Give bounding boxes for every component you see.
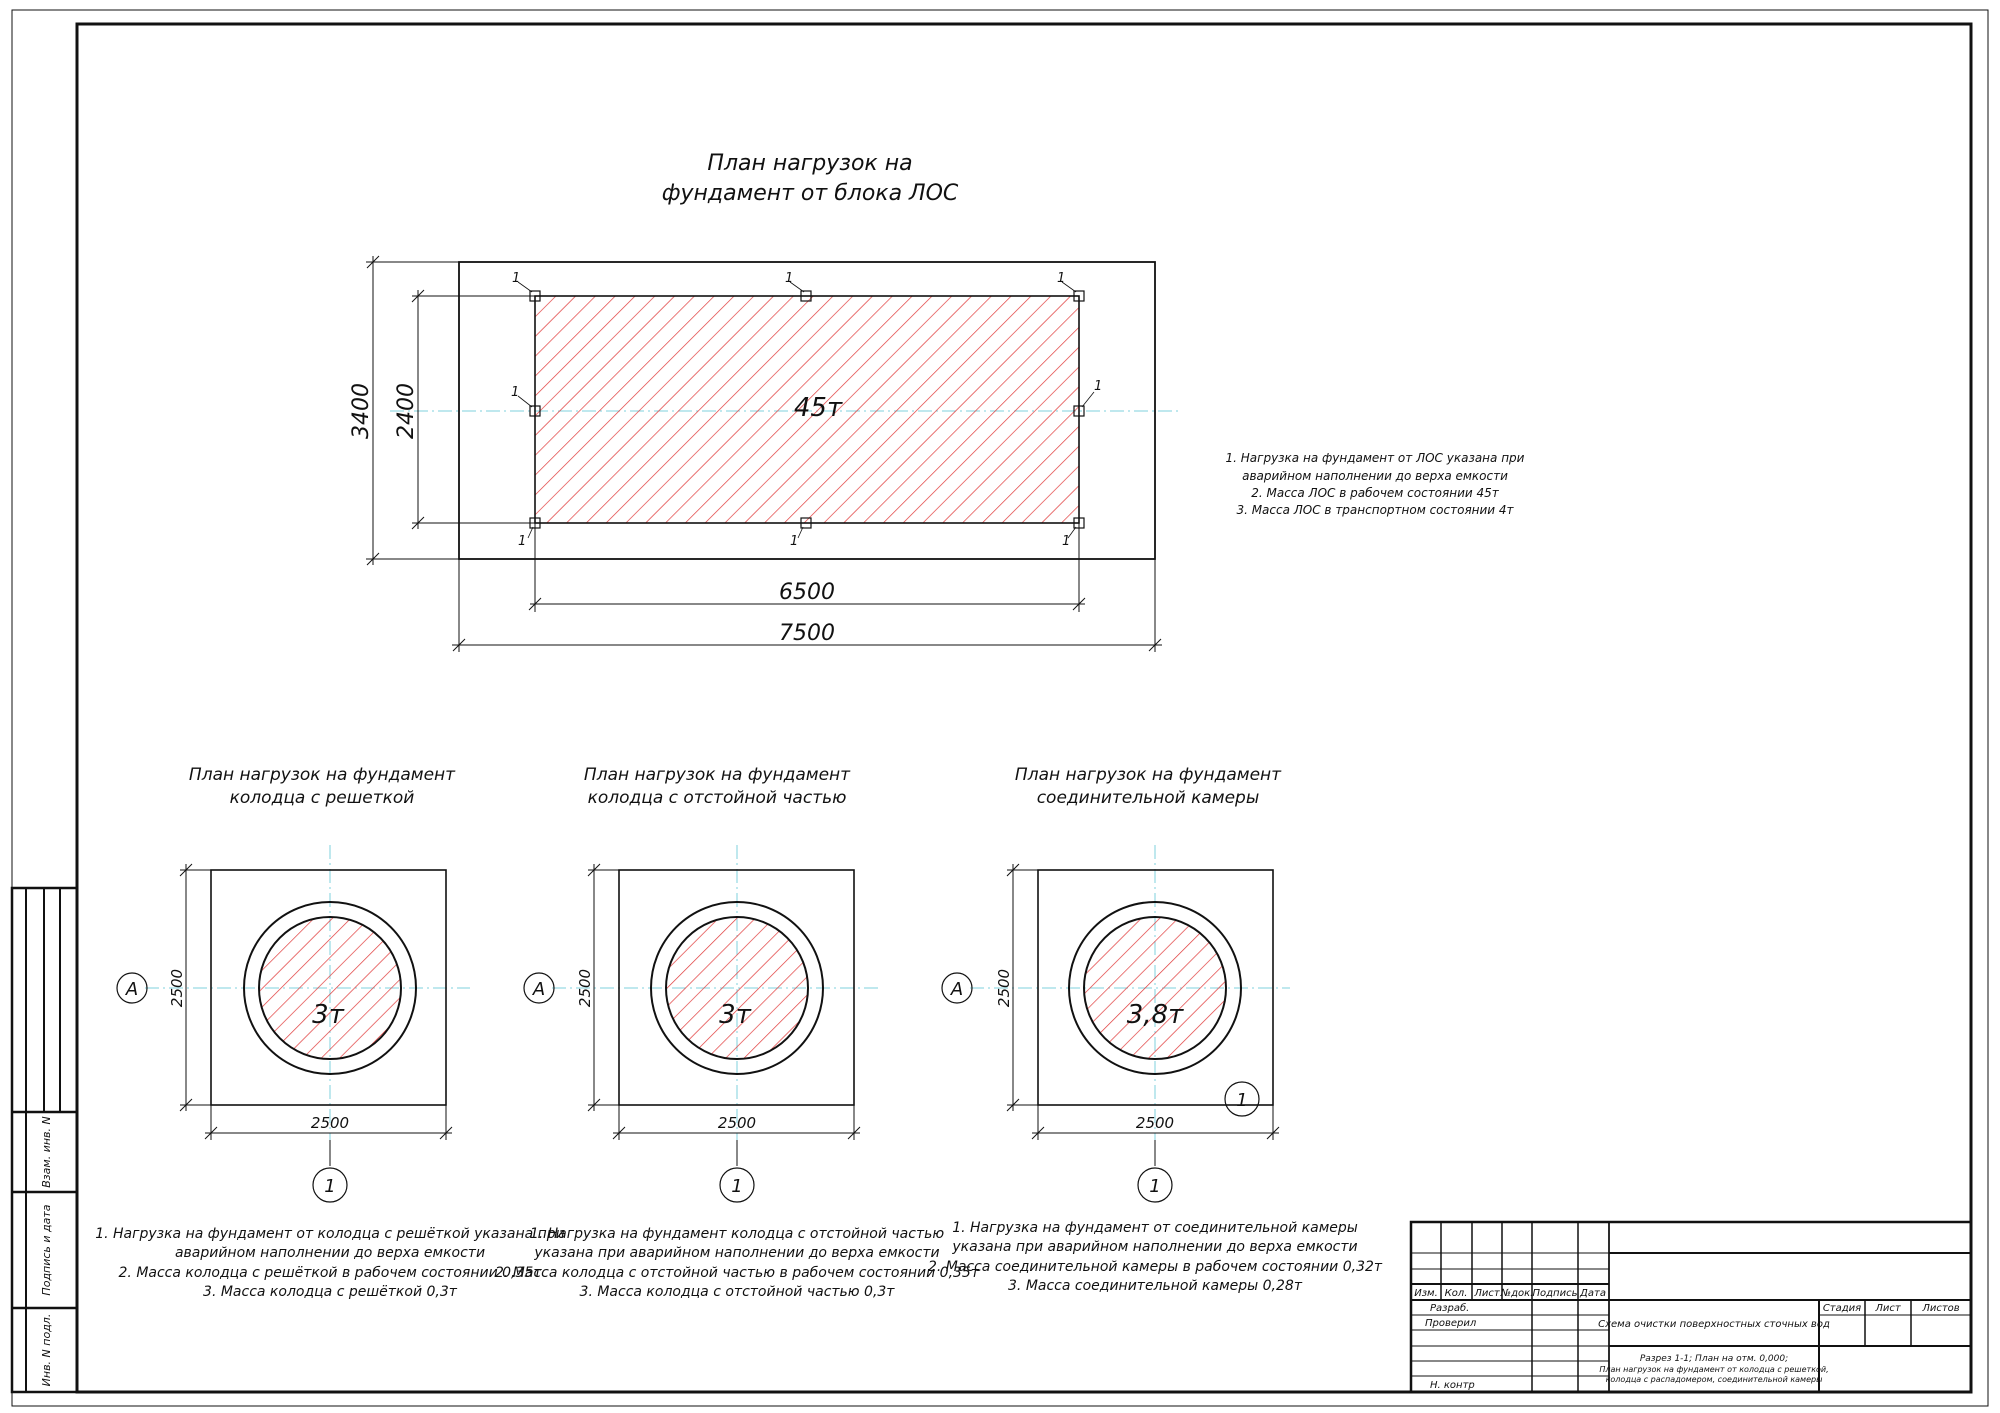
well-dim-height: 2500 (576, 968, 594, 1008)
well-plan-grating (95, 765, 565, 1300)
dim-outer-width: 7500 (779, 621, 835, 646)
corner-marker: 1 (1236, 1090, 1248, 1111)
note-line: указана при аварийном наполнении до верха емкости (534, 1245, 940, 1261)
note-line: 1. Нагрузка на фундамент от ЛОС указана при (1225, 451, 1525, 465)
note-line: 1. Нагрузка на фундамент от соединительной камеры (952, 1220, 1358, 1236)
axis-number: 1 (731, 1176, 743, 1197)
well-title-line2: колодца с решеткой (229, 788, 415, 808)
well-title-line1: План нагрузок на фундамент (188, 765, 456, 785)
well-title-line1: План нагрузок на фундамент (583, 765, 851, 785)
inner-frame (77, 24, 1971, 1392)
axis-letter: А (532, 979, 546, 1000)
stamp-label-signature: Подпись и дата (40, 1204, 53, 1296)
tb-project-name: Схема очистки поверхностных сточных вод (1598, 1319, 1830, 1330)
tb-header-date: Дата (1580, 1288, 1606, 1299)
main-plan-title-line1: План нагрузок на (707, 151, 913, 176)
support-marker: 1 (1094, 379, 1103, 394)
well-load-label: 3т (719, 1000, 751, 1030)
tb-sheet-title-line: колодца с распадомером, соединительной камеры (1605, 1375, 1823, 1384)
dim-inner-height: 2400 (394, 383, 419, 439)
note-line: аварийном наполнении до верха емкости (174, 1245, 486, 1261)
note-line: аварийном наполнении до верха емкости (1242, 469, 1508, 483)
axis-number: 1 (324, 1176, 336, 1197)
axis-letter: А (950, 979, 964, 1000)
note-line: 3. Масса ЛОС в транспортном состоянии 4т (1236, 503, 1514, 517)
tb-sheets-header: Листов (1922, 1303, 1960, 1314)
support-marker: 1 (1057, 271, 1066, 286)
well-title-line2: колодца с отстойной частью (587, 788, 847, 808)
note-line: 2. Масса соединительной камеры в рабочем состоянии 0,32т (927, 1259, 1383, 1275)
note-line: 3. Масса колодца с решёткой 0,3т (203, 1284, 457, 1300)
axis-number: 1 (1149, 1176, 1161, 1197)
tb-sheet-title-line: План нагрузок на фундамент от колодца с решеткой, (1599, 1365, 1829, 1374)
tb-header-list: Лист (1474, 1288, 1500, 1299)
well-dim-width: 2500 (1135, 1114, 1175, 1132)
support-marker: 1 (1062, 534, 1071, 549)
note-line: 3. Масса колодца с отстойной частью 0,3т (579, 1284, 895, 1300)
well-load-area (1084, 917, 1226, 1059)
dim-outer-height: 3400 (349, 383, 374, 439)
tb-sheet-header: Лист (1875, 1303, 1901, 1314)
main-load-label: 45т (793, 393, 843, 423)
well-title-line2: соединительной камеры (1036, 788, 1260, 808)
note-line: 2. Масса колодца с решёткой в рабочем состоянии 0,35т (118, 1265, 542, 1281)
well-load-area (259, 917, 401, 1059)
stamp-label-replace: Взам. инв. N (40, 1116, 53, 1188)
tb-role-checker: Проверил (1425, 1318, 1477, 1329)
side-stamp (12, 888, 77, 1392)
tb-header-izm: Изм. (1414, 1288, 1438, 1299)
well-dim-width: 2500 (717, 1114, 757, 1132)
axis-letter: А (125, 979, 139, 1000)
support-marker: 1 (518, 534, 527, 549)
note-line: 2. Масса ЛОС в рабочем состоянии 45т (1251, 486, 1499, 500)
stamp-label-inventory: Инв. N подл. (40, 1313, 53, 1387)
note-line: указана при аварийном наполнении до верха емкости (952, 1239, 1358, 1255)
dim-inner-width: 6500 (779, 580, 835, 605)
well-plan-connecting-chamber (928, 765, 1383, 1294)
tb-role-norm-control: Н. контр (1430, 1380, 1475, 1391)
well-load-label: 3,8т (1126, 1000, 1184, 1030)
main-plan-notes (1226, 451, 1525, 517)
tb-header-kol: Кол. (1444, 1288, 1468, 1299)
well-plan-settling (495, 765, 980, 1300)
support-marker: 1 (790, 534, 799, 549)
main-plan-title-line2: фундамент от блока ЛОС (661, 181, 959, 206)
tb-role-developer: Разраб. (1430, 1303, 1470, 1314)
well-dim-width: 2500 (310, 1114, 350, 1132)
tb-stage-header: Стадия (1822, 1303, 1862, 1314)
well-dim-height: 2500 (995, 968, 1013, 1008)
note-line: 3. Масса соединительной камеры 0,28т (1008, 1278, 1302, 1294)
support-marker: 1 (785, 271, 794, 286)
support-marker: 1 (512, 271, 521, 286)
note-line: 2. Масса колодца с отстойной частью в рабочем состоянии 0,35т (495, 1265, 979, 1281)
well-dim-height: 2500 (168, 968, 186, 1008)
note-line: 1. Нагрузка на фундамент колодца с отстойной частью (529, 1226, 945, 1242)
main-plan (349, 151, 1525, 652)
well-title-line1: План нагрузок на фундамент (1014, 765, 1282, 785)
well-load-label: 3т (312, 1000, 344, 1030)
tb-header-ndoc: №док. (1500, 1288, 1534, 1299)
well-load-area (666, 917, 808, 1059)
tb-sheet-title-line: Разрез 1-1; План на отм. 0,000; (1639, 1354, 1789, 1364)
note-line: 1. Нагрузка на фундамент от колодца с решёткой указана при (95, 1226, 565, 1242)
outer-border (12, 10, 1988, 1406)
support-marker: 1 (511, 385, 520, 400)
tb-header-signature: Подпись (1532, 1288, 1578, 1299)
title-block (1411, 1222, 1971, 1392)
